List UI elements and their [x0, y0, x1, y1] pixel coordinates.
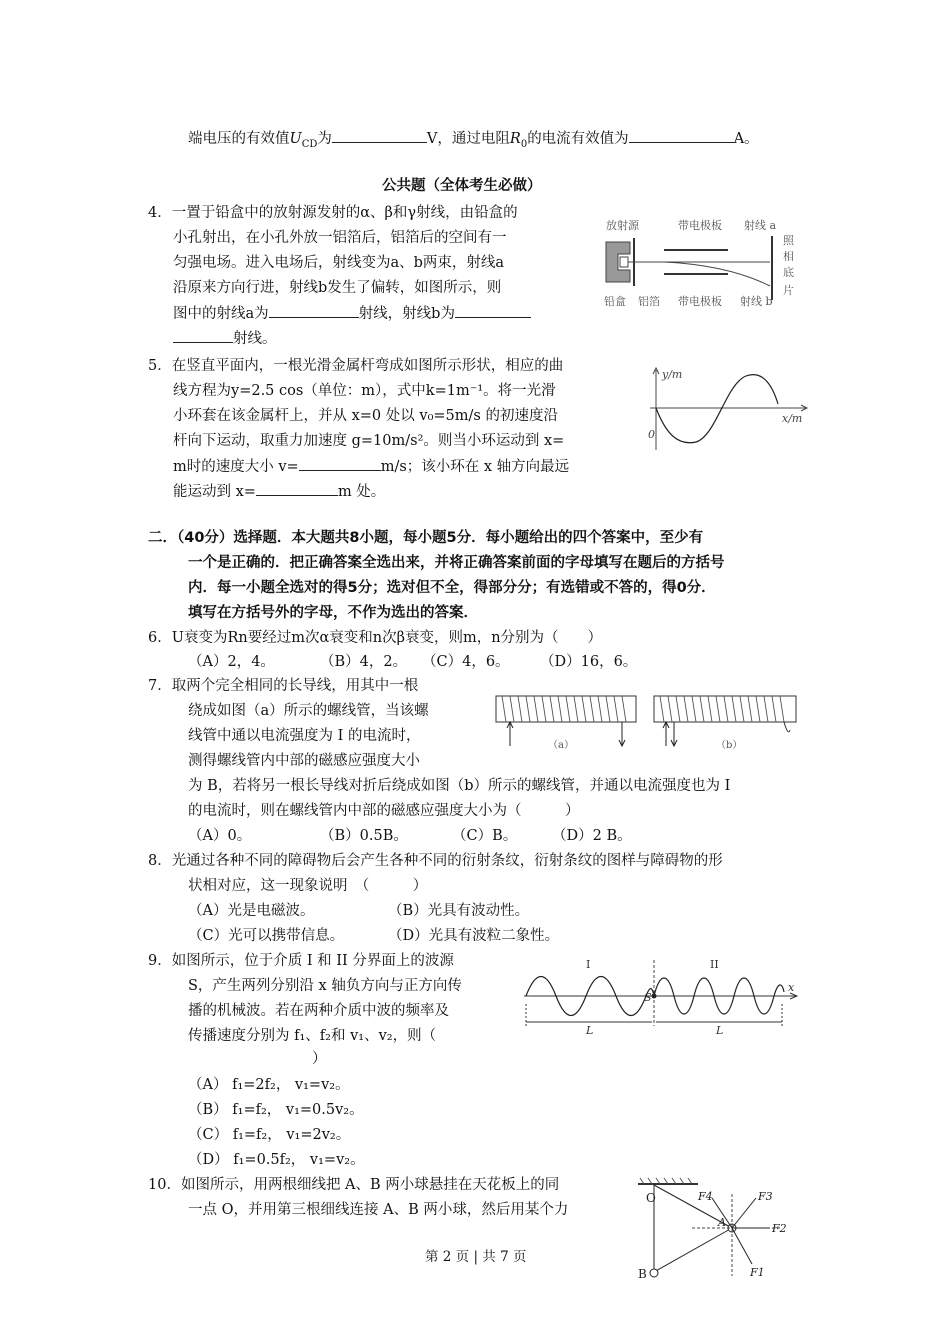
q9-fig-medium-1: I [586, 958, 591, 971]
q10-figure [632, 1176, 792, 1286]
q3-var-u: U [289, 131, 302, 147]
q10-fig-O-label: O [646, 1191, 656, 1205]
q7-figure [492, 688, 804, 758]
q5-figure [646, 364, 816, 454]
q10-fig-F3-label: F3 [758, 1190, 773, 1203]
q4-fig-box-label: 铅盒 [604, 295, 626, 308]
q4-fig-source-label: 放射源 [606, 219, 639, 232]
q10-line-2: 一点 O，并用第三根细线连接 A、B 两小球，然后用某个力 [188, 1202, 569, 1218]
q4-fig-foil-label: 铝箔 [638, 295, 660, 308]
section2-line-3: 内．每一小题全选对的得5分；选对但不全，得部分分；有选错或不答的，得0分． [188, 580, 716, 596]
q9-line-1: 9．如图所示，位于介质 I 和 II 分界面上的波源 [148, 953, 454, 969]
q3-text-e: A。 [733, 131, 759, 147]
q6-option-d[interactable]: （D）16，6。 [540, 654, 638, 670]
q3-var-u-sub: CD [301, 138, 318, 150]
q4-line-3: 匀强电场。进入电场后，射线变为a、b两束，射线a [173, 255, 505, 271]
q3-text-b: 为 [317, 131, 332, 147]
q5-fig-x-label: x/m [782, 412, 803, 425]
q4-line-2: 小孔射出，在小孔外放一铝箔后，铝箔后的空间有一 [173, 230, 507, 246]
q7-line-1: 7．取两个完全相同的长导线，用其中一根 [148, 678, 419, 694]
section-public-heading: 公共题（全体考生必做） [382, 178, 542, 194]
q4-line-5 [173, 303, 531, 324]
q4-text-c: 射线。 [233, 331, 277, 347]
q5-blank-speed[interactable] [299, 456, 381, 471]
q4-fig-film-4: 片 [783, 284, 794, 297]
q6-option-a[interactable]: （A）2，4。 [188, 654, 275, 670]
q4-fig-plate-top-label: 带电极板 [678, 219, 722, 232]
q7-line-2: 绕成如图（a）所示的螺线管，当该螺 [188, 703, 429, 719]
q9-figure [520, 956, 806, 1034]
section2-line-1: 二．（40分）选择题．本大题共8小题，每小题5分．每小题给出的四个答案中，至少有 [148, 530, 704, 546]
q8-option-b[interactable]: （B）光具有波动性。 [388, 903, 530, 919]
q7-option-c[interactable]: （C）B。 [452, 828, 518, 844]
q4-blank-ray-b[interactable] [455, 303, 531, 318]
q5-line-1: 5．在竖直平面内，一根光滑金属杆弯成如图所示形状，相应的曲 [148, 358, 564, 374]
q9-line-3: 播的机械波。若在两种介质中波的频率及 [188, 1003, 449, 1019]
q9-fig-L1: L [586, 1024, 594, 1034]
q9-fig-x-label: x [788, 981, 795, 994]
q7-option-b[interactable]: （B）0.5B。 [320, 828, 408, 844]
q7-fig-label-b: （b） [716, 740, 743, 751]
q4-fig-source [620, 257, 628, 267]
q7-line-3: 线管中通以电流强度为 I 的电流时， [188, 728, 421, 744]
q10-fig-F1-arrow [732, 1228, 752, 1264]
q7-option-d[interactable]: （D）2 B。 [552, 828, 632, 844]
q3-text-a: 端电压的有效值 [188, 131, 290, 147]
q10-line-1: 10．如图所示，用两根细线把 A、B 两小球悬挂在天花板上的同 [148, 1177, 560, 1193]
q9-fig-L2: L [716, 1024, 724, 1034]
q5-line-2: 线方程为y=2.5 cos（单位：m），式中k=1m⁻¹。将一光滑 [173, 383, 556, 399]
q7-line-4: 测得螺线管内中部的磁感应强度大小 [188, 753, 420, 769]
q6-option-c[interactable]: （C）4，6。 [422, 654, 510, 670]
q6-option-b[interactable]: （B）4，2。 [320, 654, 408, 670]
q3-text-c: V，通过电阻 [426, 131, 510, 147]
q4-fig-plate-bottom-label: 带电极板 [678, 295, 722, 308]
q9-option-d[interactable]: （D） f₁=0.5f₂， v₁=v₂。 [188, 1152, 365, 1168]
q10-fig-A-label: A [718, 1216, 726, 1229]
q4-line-6 [173, 328, 277, 349]
section2-line-4: 填写在方括号外的字母，不作为选出的答案． [188, 605, 478, 621]
q9-line-4: 传播速度分别为 f₁、f₂和 v₁、v₂，则（ [188, 1028, 437, 1044]
q5-text-a: m时的速度大小 v= [173, 459, 299, 475]
q5-line-4: 杆向下运动，取重力加速度 g=10m/s²。则当小环运动到 x= [173, 433, 565, 449]
q7-line-6: 的电流时，则在螺线管内中部的磁感应强度大小为（ ） [188, 803, 580, 819]
q10-fig-F4-label: F4 [698, 1190, 713, 1203]
q6-stem: 6．U衰变为Rn要经过m次α衰变和n次β衰变，则m，n分别为（ ） [148, 630, 603, 646]
q4-blank-ray-b-cont [173, 328, 233, 343]
q4-fig-ray-a-label: 射线 a [744, 219, 777, 232]
q3-tail-line [188, 128, 759, 155]
q4-fig-ray-b-label: 射线 b [740, 295, 773, 308]
q9-option-a[interactable]: （A） f₁=2f₂， v₁=v₂。 [188, 1077, 350, 1093]
q4-blank-ray-a[interactable] [269, 303, 359, 318]
q3-blank-current[interactable] [629, 128, 734, 143]
q10-fig-ball-B [650, 1269, 658, 1277]
q10-fig-F2-label: F2 [772, 1222, 787, 1235]
section2-line-2: 一个是正确的．把正确答案全选出来，并将正确答案前面的字母填写在题后的方括号 [188, 555, 725, 571]
q9-fig-source-label: S [644, 991, 652, 1004]
q5-text-d: m 处。 [337, 484, 386, 500]
q7-fig-coils-a [502, 696, 626, 722]
q3-blank-voltage[interactable] [332, 128, 427, 143]
q8-option-a[interactable]: （A）光是电磁波。 [188, 903, 315, 919]
q9-fig-medium-2: II [710, 958, 719, 971]
q4-line-4: 沿原来方向行进，射线b发生了偏转，如图所示，则 [173, 280, 502, 296]
q4-figure [598, 212, 798, 312]
q8-line-2: 状相对应，这一现象说明 （ ） [188, 878, 428, 894]
q4-line-1: 4．一置于铅盒中的放射源发射的α、β和γ射线，由铅盒的 [148, 205, 518, 221]
q10-fig-F3-arrow [732, 1198, 756, 1228]
q5-line-3: 小环套在该金属杆上，并从 x=0 处以 v₀=5m/s 的初速度沿 [173, 408, 558, 424]
q7-fig-coils-b [660, 696, 784, 722]
q9-option-b[interactable]: （B） f₁=f₂， v₁=0.5v₂。 [188, 1102, 364, 1118]
q9-option-c[interactable]: （C） f₁=f₂， v₁=2v₂。 [188, 1127, 351, 1143]
q3-var-r-sub: 0 [520, 138, 528, 150]
q9-line-5: ） [312, 1051, 327, 1067]
q5-fig-origin: 0 [648, 428, 655, 441]
q4-fig-film-3: 底 [783, 266, 794, 279]
q9-line-2: S，产生两列分别沿 x 轴负方向与正方向传 [188, 978, 462, 994]
q3-text-d: 的电流有效值为 [527, 131, 629, 147]
q5-fig-y-label: y/m [662, 368, 683, 381]
q3-var-r: R [509, 131, 521, 147]
q7-option-a[interactable]: （A）0。 [188, 828, 252, 844]
q4-text-a: 图中的射线a为 [173, 306, 269, 322]
q5-line-5 [173, 456, 569, 477]
q5-text-b: m/s；该小环在 x 轴方向最远 [380, 459, 570, 475]
q4-text-b: 射线，射线b为 [358, 306, 455, 322]
q8-option-c[interactable]: （C）光可以携带信息。 [188, 928, 345, 944]
q7-fig-label-a: （a） [548, 740, 574, 751]
q5-blank-max-x[interactable] [256, 481, 338, 496]
q4-fig-film-1: 照 [783, 234, 794, 247]
q5-text-c: 能运动到 x= [173, 484, 256, 500]
q10-fig-string-AB [654, 1228, 732, 1272]
q5-fig-curve [656, 375, 778, 443]
q8-line-1: 8．光通过各种不同的障碍物后会产生各种不同的衍射条纹，衍射条纹的图样与障碍物的形 [148, 853, 723, 869]
q10-fig-B-label: B [638, 1267, 647, 1281]
q5-line-6 [173, 481, 385, 502]
q10-fig-F1-label: F1 [750, 1266, 765, 1279]
q7-fig-fold [784, 722, 790, 732]
page-footer: 第 2 页 | 共 7 页 [425, 1249, 527, 1265]
q7-line-5: 为 B，若将另一根长导线对折后绕成如图（b）所示的螺线管，并通以电流强度也为 I [188, 778, 731, 794]
q4-fig-film-2: 相 [783, 250, 794, 263]
q8-option-d[interactable]: （D）光具有波粒二象性。 [388, 928, 560, 944]
